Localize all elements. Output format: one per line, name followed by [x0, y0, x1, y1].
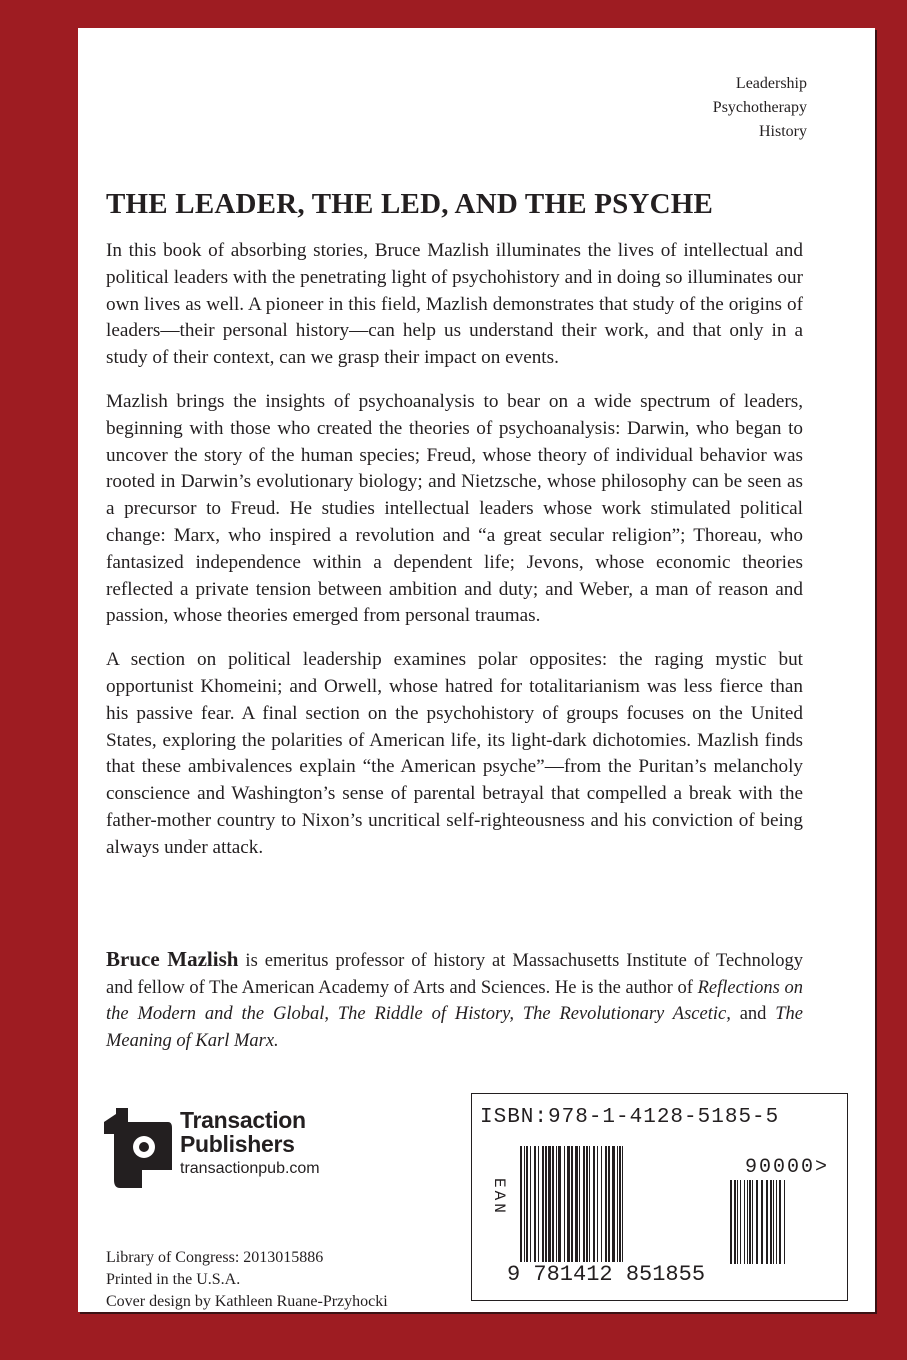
addon-bar: [730, 1180, 732, 1264]
barcode-bar: [589, 1146, 590, 1264]
barcode-digits: 9 781412 851855: [507, 1262, 706, 1287]
book-title: THE LEADER, THE LED, AND THE PSYCHE: [106, 188, 714, 220]
description-paragraph: Mazlish brings the insights of psychoanalysis to bear on a wide spectrum of leaders, beginning with those who created the theories of psychoanalysis: Darwin, who began to uncover the story of the human species; Freud, whose theory of individual behavior was rooted in Darwin’s evolutionary biology; and Nietzsche, whose philosophy can be seen as a precursor to Freud. He studies intellectual leaders whose work stimulated political change: Marx, who inspired a revolution and “a great secular religion”; Thoreau, who fantasized independence within a dependent life; Jevons, whose economic theories reflected a private tension between ambition and duty; and Weber, a man of reason and passion, whose theories emerged from personal traumas.: [106, 390, 803, 627]
category: History: [759, 123, 807, 140]
barcode-bar: [552, 1146, 554, 1264]
barcode-bar: [548, 1146, 551, 1264]
bio-text: and: [730, 1004, 776, 1024]
description-paragraph: A section on political leadership examines polar opposites: the raging mystic but opportunist Khomeini; and Orwell, whose hatred for totalitarianism was less fierce than his passive fear. A final section on the psychohistory of groups focuses on the United States, exploring the polarities of American life, its light-dark dichotomies. Mazlish finds that these ambivalences explain “the American psyche”—from the Puritan’s melancholy conscience and Washington’s sense of parental betrayal that compelled a break with the father-mother country to Nixon’s uncritical self-righteousness and his conviction of being always under attack.: [106, 649, 803, 858]
isbn-barcode: [471, 1093, 848, 1301]
barcode-bar: [526, 1146, 528, 1264]
back-cover-panel: [78, 28, 875, 1312]
addon-bar: [734, 1180, 736, 1264]
addon-bar: [779, 1180, 781, 1264]
barcode-bar: [586, 1146, 588, 1264]
addon-bar: [770, 1180, 772, 1264]
book-title-italic: Reflections on the Modern and the Global: [106, 977, 803, 1024]
addon-bar: [761, 1180, 763, 1264]
barcode-bar: [530, 1146, 531, 1264]
ean-label: EAN: [490, 1178, 508, 1216]
description: [106, 238, 803, 879]
addon-bar: [766, 1180, 768, 1264]
addon-bar: [740, 1180, 741, 1264]
category: Psychotherapy: [712, 99, 807, 116]
author-name: Bruce Mazlish: [106, 947, 239, 971]
barcode-bar: [520, 1146, 522, 1274]
barcode-bar: [593, 1146, 595, 1264]
author-bio: [106, 946, 803, 1054]
imprint-info: [106, 1247, 388, 1313]
publisher-url: transactionpub.com: [180, 1160, 320, 1177]
barcode-bar: [622, 1146, 623, 1264]
barcode-bar: [605, 1146, 607, 1264]
publisher-logo: [102, 1108, 320, 1188]
addon-bar: [756, 1180, 758, 1264]
addon-bar: [744, 1180, 745, 1264]
publisher-name: Publishers: [180, 1131, 295, 1157]
bio-text: is emeritus professor of history at Massachusetts Institute of Technology and fellow of The American Academy of Arts and Sciences. He is the author of: [106, 951, 804, 998]
barcode-bar: [556, 1146, 557, 1264]
barcode-bar: [564, 1146, 565, 1264]
barcode-bar: [579, 1146, 580, 1264]
description-paragraph: In this book of absorbing stories, Bruce Mazlish illuminates the lives of intellectual and political leaders with the penetrating light of psychohistory and in doing so illuminates our own lives as well. A pioneer in this field, Mazlish demonstrates that study of the origins of leaders—their personal history—can help us understand their work, and that only in a study of their context, can we grasp their impact on events.: [106, 240, 803, 369]
addon-bar: [752, 1180, 753, 1264]
barcode-bar: [538, 1146, 539, 1264]
barcode-bar: [545, 1146, 547, 1264]
isbn-text: ISBN:978-1-4128-5185-5: [480, 1106, 780, 1129]
addon-bar: [749, 1180, 751, 1264]
addon-bar: [784, 1180, 785, 1264]
addon-bar: [776, 1180, 777, 1264]
barcode-bar: [583, 1146, 585, 1264]
book-title-italic: The Riddle of History, The Revolutionary Ascetic,: [337, 1004, 731, 1024]
lccn: Library of Congress: 2013015886: [106, 1249, 324, 1266]
barcode-bar: [558, 1146, 561, 1264]
barcode-bar: [601, 1146, 602, 1264]
bio-text: ,: [324, 1004, 338, 1024]
publisher-name: Transaction: [180, 1107, 306, 1133]
book-title-italic: The Meaning of Karl Marx.: [106, 1004, 804, 1051]
barcode-bar: [617, 1146, 618, 1264]
addon-bar: [737, 1180, 738, 1264]
price-addon: 90000>: [744, 1156, 829, 1179]
addon-bar: [773, 1180, 774, 1264]
barcode-bar: [612, 1146, 615, 1264]
barcode-bar: [619, 1146, 621, 1264]
cover-credit: Cover design by Kathleen Ruane-Przyhocki: [106, 1293, 388, 1310]
barcode-bar: [534, 1146, 536, 1264]
subject-categories: [713, 72, 807, 144]
barcode-bar: [575, 1146, 578, 1264]
barcode-bar: [608, 1146, 610, 1264]
addon-bar: [747, 1180, 748, 1264]
publisher-logo-icon: [102, 1108, 172, 1188]
category: Leadership: [735, 75, 807, 92]
barcode-bar: [597, 1146, 598, 1264]
barcode-bar: [571, 1146, 573, 1274]
barcode-bar: [524, 1146, 525, 1264]
barcode-bar: [542, 1146, 544, 1264]
barcode-bar: [567, 1146, 570, 1264]
printed-in: Printed in the U.S.A.: [106, 1271, 241, 1288]
